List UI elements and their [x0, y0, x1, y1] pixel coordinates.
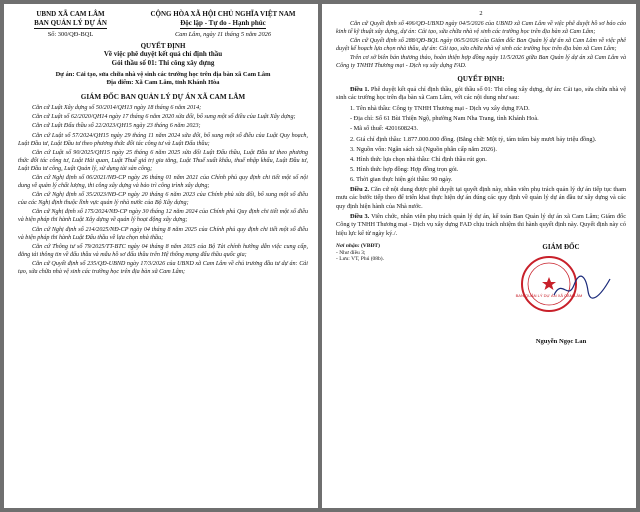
article-item: 3. Nguồn vốn: Ngân sách xã (Nguồn phân cấp năm 2026). — [350, 145, 497, 153]
legal-basis-item: Căn cứ Luật Xây dựng số 50/2014/QH13 ngày 18 tháng 6 năm 2014; — [32, 105, 202, 112]
legal-bases-list-continued — [336, 20, 626, 71]
article-item: 4. Hình thức lựa chọn nhà thầu: Chỉ định thầu rút gọn. — [350, 155, 487, 163]
document-header — [18, 10, 308, 29]
document-number: Số: 300/QĐ-BQL — [47, 31, 94, 38]
decision-heading: QUYẾT ĐỊNH — [140, 42, 186, 50]
legal-basis-item: Căn cứ Quyết định số 235/QĐ-UBND ngày 17/3/2026 của UBND xã Cam Lâm về chủ trương đầu tư dự án: Cải tạo, sửa chữa nhà vệ sinh các trường học trên địa bàn xã Cam Lâm; — [18, 260, 308, 275]
article-1 — [336, 86, 626, 103]
article-2-text: Căn cứ nội dung được phê duyệt tại quyết định này, nhân viên phụ trách quản lý dự án tiếp tục tham mưu các bước tiếp theo để triển khai thực hiện dự án đúng các quy định về quản lý dự án đầu tư xây dựng và các quy định hiện hành của Nhà nước. — [336, 185, 626, 210]
legal-basis-item: Căn cứ Nghị định số 175/2024/NĐ-CP ngày 30 tháng 12 năm 2024 của Chính phủ Quy định chi tiết một số điều và biện pháp thi hành Luật Xây dựng về quản lý hoạt động xây dựng; — [18, 209, 308, 224]
article-item: 2. Giá chỉ định thầu: 1.877.000.000 đồng. (Bằng chữ: Một tỷ, tám trăm bảy mươi bảy triệu đồng). — [350, 135, 597, 143]
article-3-text: Viên chức, nhân viên phụ trách quản lý dự án, kế toán Ban Quản lý dự án xã Cam Lâm; Giám đốc Công ty TNHH Thương mại - Dịch vụ xây dựng FAD chịu trách nhiệm thi hành quyết định này. Quyết định này có hiệu lực kể từ ngày ký./. — [336, 212, 626, 238]
article-2 — [336, 186, 626, 212]
recipients-heading: Nơi nhận: — [336, 242, 360, 249]
article-2-label: Điều 2. — [350, 185, 370, 193]
recipients-org: (VBĐT) — [360, 242, 380, 249]
legal-basis-item: Căn cứ Nghị định số 214/2025/NĐ-CP ngày 04 tháng 8 năm 2025 của Chính phủ quy định chi tiết một số điều và biện pháp thi hành Luật Đấu thầu về lựa chọn nhà thầu; — [18, 226, 308, 241]
recipient-item: - Lưu: VT, Phú (08b). — [336, 256, 384, 263]
package-name: Gói thầu số 01: Thi công xây dựng — [111, 58, 215, 67]
recipients-block — [336, 243, 466, 353]
article-item: - Địa chỉ: Số 61 Bùi Thiện Ngộ, phường Nam Nha Trang, tỉnh Khánh Hoà. — [350, 115, 539, 123]
legal-basis-item: Căn cứ Luật Đấu thầu số 22/2023/QH15 ngày 23 tháng 6 năm 2023; — [32, 123, 201, 130]
legal-bases-list — [18, 104, 308, 276]
place-date: Cam Lâm, ngày 11 tháng 5 năm 2026 — [174, 31, 272, 38]
article-1-text: Phê duyệt kết quả chỉ định thầu, gói thầu số 01: Thi công xây dựng, dự án: Cải tạo, sửa chữa nhà vệ sinh các trường học trên địa bàn xã Cam Lâm, với các nội dung như sau: — [336, 85, 626, 102]
article-item: - Mã số thuế: 4201608243. — [350, 125, 419, 133]
legal-basis-item: Căn cứ Nghị định số 35/2023/NĐ-CP ngày 20 tháng 6 năm 2023 của Chính phủ sửa đổi, bổ sung một số điều của các Nghị định thuộc lĩnh vực quản lý nhà nước của Bộ Xây dựng; — [18, 192, 308, 207]
issuing-authority: UBND XÃ CAM LÂM — [36, 10, 105, 18]
signer-name: Nguyễn Ngọc Lan — [535, 337, 587, 345]
legal-basis-item: Căn cứ Thông tư số 79/2025/TT-BTC ngày 04 tháng 8 năm 2025 của Bộ Tài chính hướng dẫn việc cung cấp, đăng tải thông tin về đấu thầu và mẫu hồ sơ đấu thầu trên Hệ thống mạng đấu thầu quốc gia; — [18, 243, 308, 258]
article-item: 5. Hình thức hợp đồng: Hợp đồng trọn gói. — [350, 166, 459, 174]
article-item: 6. Thời gian thực hiện gói thầu: 90 ngày. — [350, 176, 453, 184]
article-item: 1. Tên nhà thầu: Công ty TNHH Thương mại - Dịch vụ xây dựng FAD. — [350, 104, 530, 112]
article-3-label: Điều 3. — [350, 212, 370, 220]
national-motto: Độc lập - Tự do - Hạnh phúc — [180, 19, 266, 27]
legal-basis-item: Căn cứ Quyết định số 406/QĐ-UBND ngày 04/5/2026 của UBND xã Cam Lâm về việc phê duyệt hồ sơ báo cáo kinh tế kỹ thuật xây dựng, dự án: Cải tạo, sửa chữa nhà vệ sinh các trường học trên địa bàn xã Cam Lâm; — [336, 21, 626, 36]
article-1-items — [336, 104, 626, 186]
project-info — [18, 71, 308, 87]
document-page-1 — [4, 4, 318, 508]
recipient-item: - Như điều 3; — [336, 249, 366, 256]
article-3 — [336, 213, 626, 239]
legal-basis-item: Căn cứ Luật số 57/2024/QH15 ngày 29 tháng 11 năm 2024 sửa đổi, bổ sung một số điều của Luật Quy hoạch, Luật Đầu tư, Luật Đầu tư theo phương thức đối tác công tư và Luật Đấu thầu; — [18, 132, 308, 147]
stamp-text: BAN QUẢN LÝ DỰ ÁN XÃ CAM LÂM — [515, 292, 583, 298]
decision-title — [18, 42, 308, 67]
legal-basis-item: Trên cơ sở biên bản thương thảo, hoàn thiện hợp đồng ngày 11/5/2026 giữa Ban Quản lý dự án xã Cam Lâm và Công ty TNHH Thương mại - Dịch vụ xây dựng FAD. — [336, 55, 626, 70]
national-title: CỘNG HÒA XÃ HỘI CHỦ NGHĨA VIỆT NAM — [150, 10, 296, 18]
decides-heading: QUYẾT ĐỊNH: — [457, 74, 505, 83]
legal-basis-item: Căn cứ Luật số 90/2025/QH15 ngày 25 tháng 6 năm 2025 sửa đổi Luật Đấu thầu, Luật Đầu tư theo phương thức đối tác công tư, Luật Hải quan, Luật Thuế giá trị gia tăng, Luật Thuế xuất khẩu, thuế nhập khẩu, Luật Đầu tư, Luật Đầu tư công, Luật Quản lý, sử dụng tài sản công; — [18, 149, 308, 172]
project-location: Địa điểm: Xã Cam Lâm, tỉnh Khánh Hòa — [106, 79, 220, 87]
signer-title: GIÁM ĐỐC — [542, 242, 580, 251]
decision-subject: Về việc phê duyệt kết quả chỉ định thầu — [103, 50, 223, 59]
page-number: 2 — [479, 10, 483, 17]
legal-basis-item: Căn cứ Nghị định số 06/2021/NĐ-CP ngày 26 tháng 01 năm 2021 của Chính phủ quy định chi tiết một số nội dung về quản lý chất lượng, thi công xây dựng và bảo trì công trình xây dựng; — [18, 174, 308, 190]
project-name: Dự án: Cải tạo, sửa chữa nhà vệ sinh các trường học trên địa bàn xã Cam Lâm — [55, 71, 271, 79]
signer-area — [496, 243, 626, 353]
signature-block — [336, 243, 626, 353]
legal-basis-item: Căn cứ Quyết định số 288/QĐ-BQL ngày 06/5/2026 của Giám đốc Ban Quản lý dự án xã Cam Lâm về việc phê duyệt kế hoạch lựa chọn nhà thầu, dự án: Cải tạo, sửa chữa nhà vệ sinh các trường học trên địa bàn xã Cam Lâm; — [336, 38, 626, 53]
legal-basis-item: Căn cứ Luật số 62/2020/QH14 ngày 17 tháng 6 năm 2020 sửa đổi, bổ sung một số điều của Luật Xây dựng; — [32, 114, 296, 121]
authority-heading: GIÁM ĐỐC BAN QUẢN LÝ DỰ ÁN XÃ CAM LÂM — [80, 93, 246, 102]
document-page-2 — [322, 4, 636, 508]
issuing-agency: BAN QUẢN LÝ DỰ ÁN — [34, 19, 107, 27]
signature-icon — [552, 273, 612, 303]
recipients-list — [336, 250, 466, 264]
article-1-label: Điều 1. — [350, 85, 370, 93]
